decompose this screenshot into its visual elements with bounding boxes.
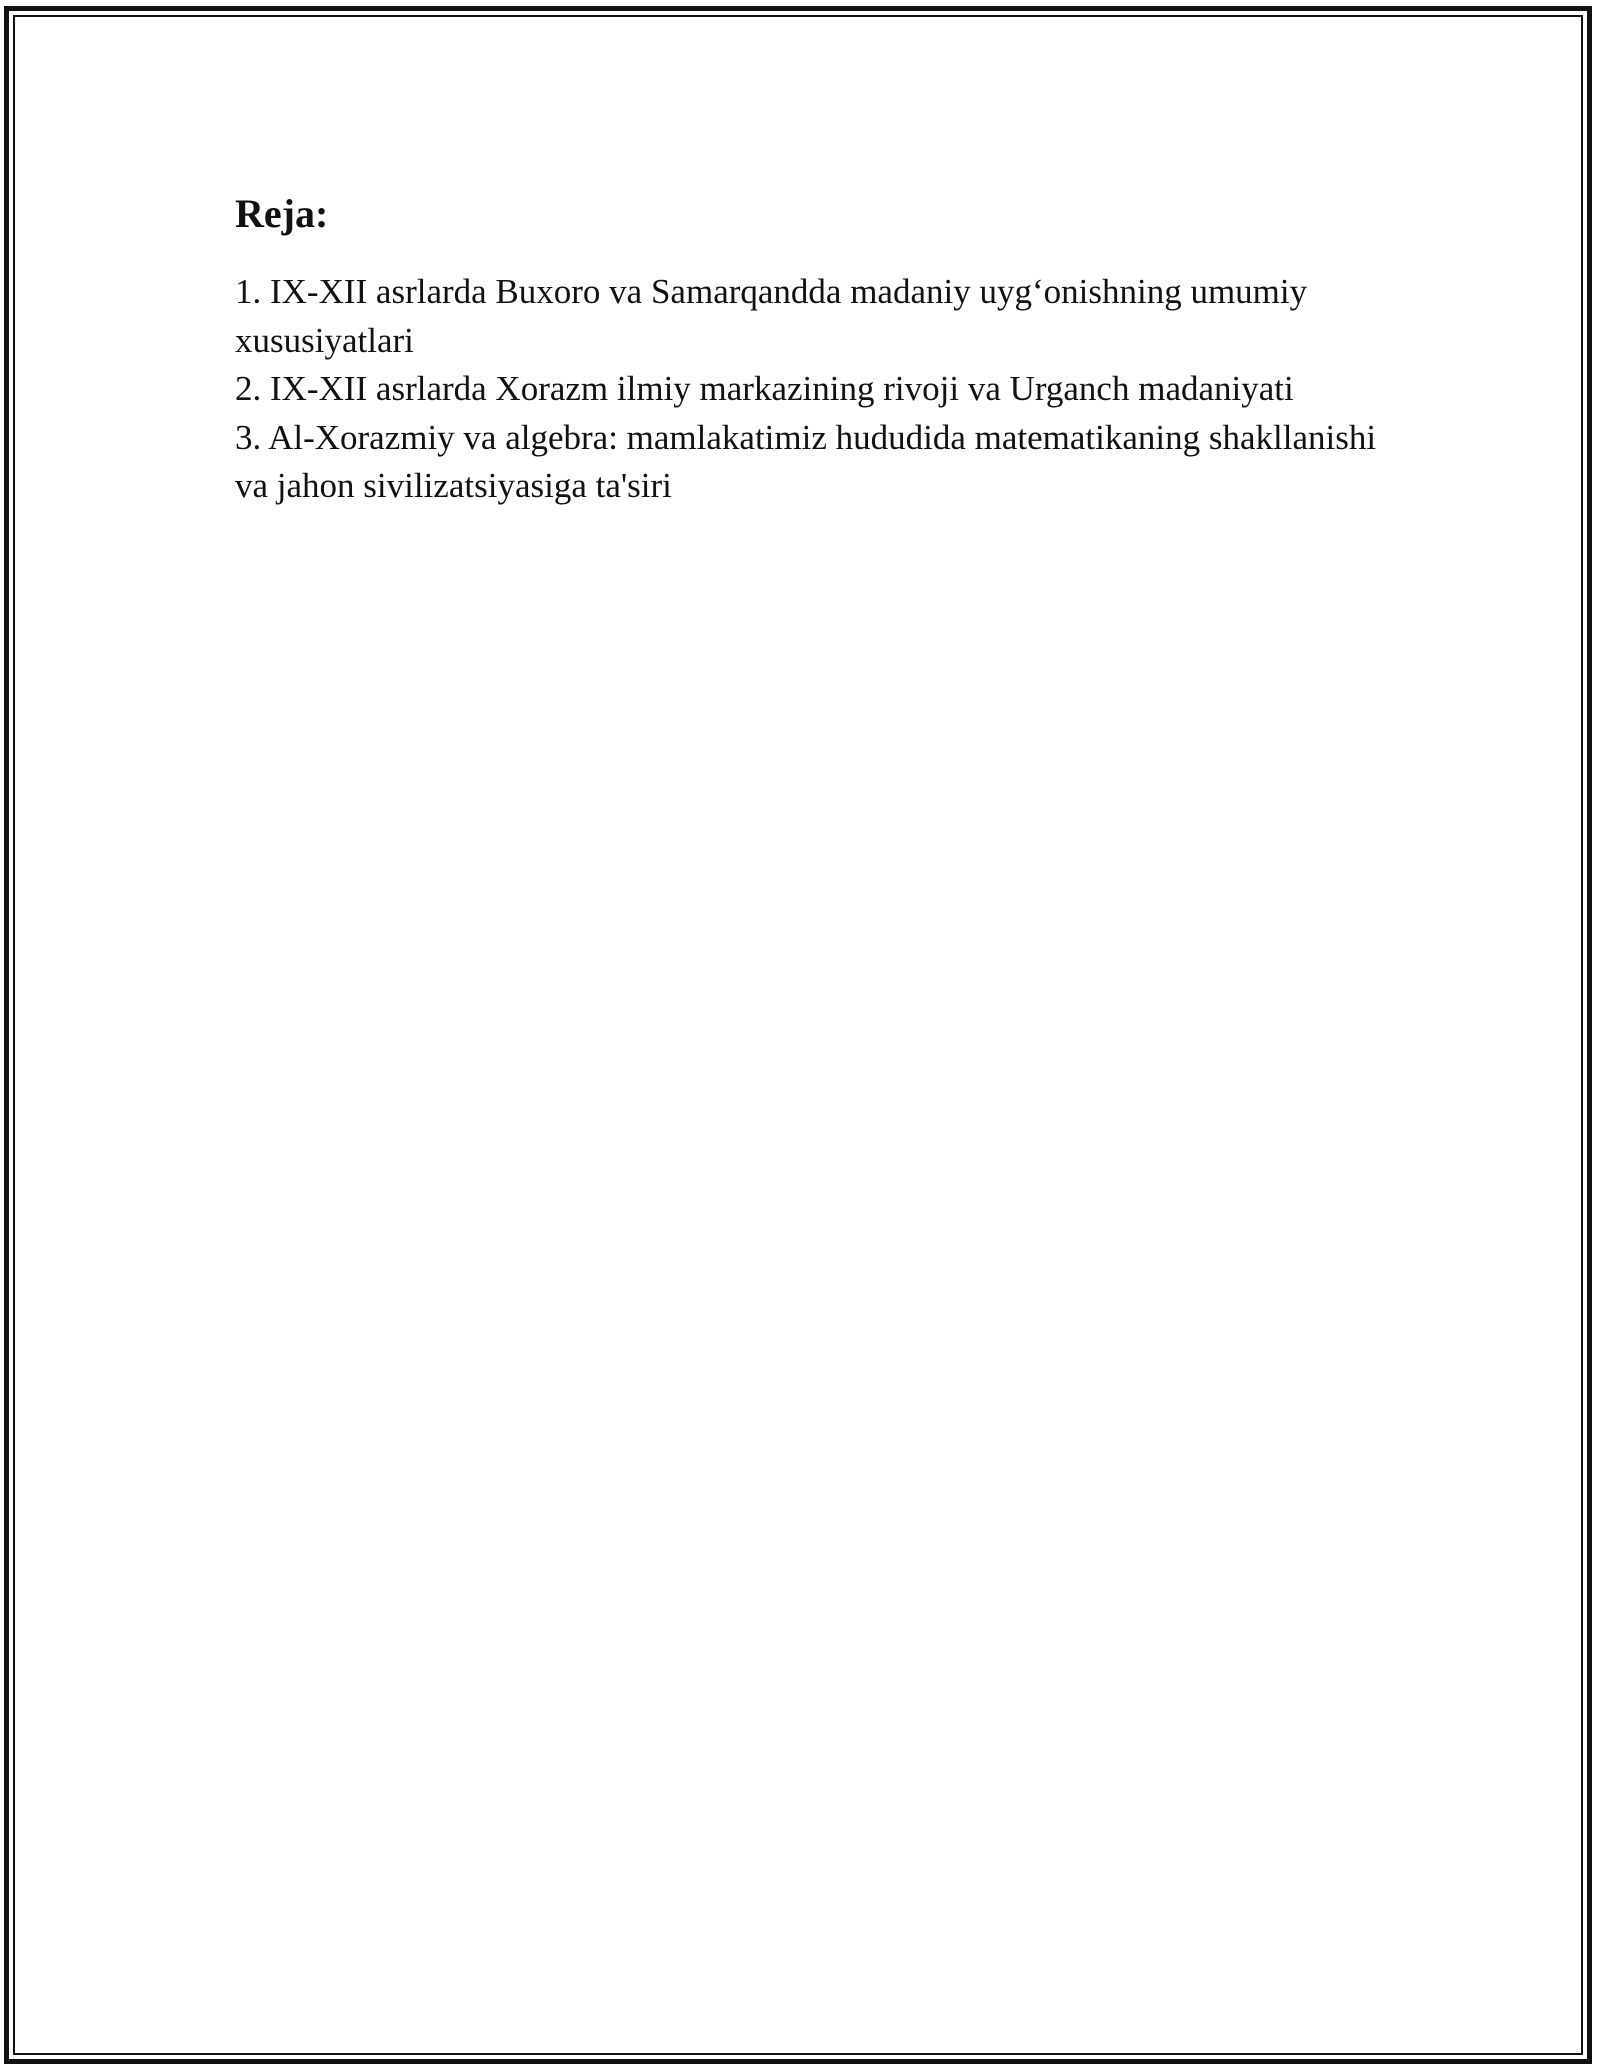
plan-heading: Reja: (235, 191, 329, 236)
plan-item-1: 1. IX-XII asrlarda Buxoro va Samarqandda madaniy uyg‘onishning umumiy xususiyatlari (235, 272, 1308, 360)
plan-item-2: 2. IX-XII asrlarda Xorazm ilmiy markazining rivoji va Urganch madaniyati (235, 369, 1294, 408)
document-content (235, 184, 1395, 511)
plan-list (235, 268, 1395, 511)
plan-item-3: 3. Al-Xorazmiy va algebra: mamlakatimiz hududida matematikaning shakllanishi va jahon sivilizatsiyasiga ta'siri (235, 417, 1377, 505)
